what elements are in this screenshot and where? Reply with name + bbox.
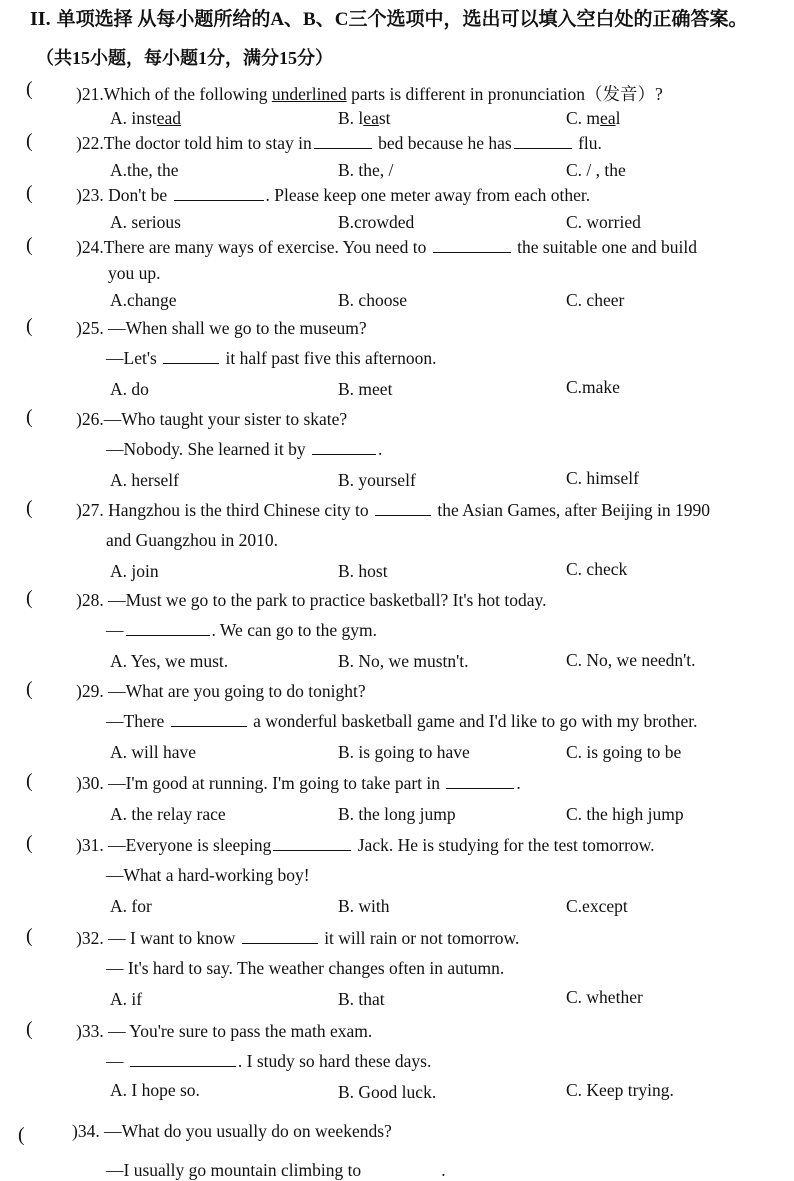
option-c: C. the high jump	[566, 804, 684, 824]
answer-paren[interactable]: (	[26, 130, 33, 152]
answer-paren[interactable]: (	[26, 678, 33, 700]
option-b: B.crowded	[338, 212, 415, 232]
option-c: C. No, we needn't.	[566, 650, 696, 670]
section-number: II.	[30, 8, 51, 30]
question-stem: )32. — I want to know it will rain or not tomorrow.	[76, 928, 520, 948]
dialogue-line: —I usually go mountain climbing to .	[106, 1160, 446, 1180]
question-stem-continued: you up.	[108, 263, 161, 283]
option-a: A. I hope so.	[110, 1080, 200, 1100]
dialogue-line: — . I study so hard these days.	[106, 1051, 432, 1071]
answer-blank[interactable]	[375, 500, 431, 516]
answer-blank[interactable]	[363, 1160, 439, 1176]
option-b: B. No, we mustn't.	[338, 651, 469, 671]
question-stem: )22.The doctor told him to stay in bed because he has flu.	[76, 133, 602, 153]
dialogue-line: — . We can go to the gym.	[106, 620, 377, 640]
question-stem: )34. —What do you usually do on weekends?	[72, 1121, 392, 1141]
answer-blank[interactable]	[242, 928, 318, 944]
dialogue-line: —Nobody. She learned it by .	[106, 439, 383, 459]
answer-blank[interactable]	[126, 620, 210, 636]
option-c: C. check	[566, 559, 628, 579]
option-a: A. herself	[110, 470, 180, 490]
question-stem	[76, 81, 663, 106]
question-stem: )33. — You're sure to pass the math exam.	[76, 1021, 373, 1041]
option-b: B. is going to have	[338, 742, 470, 762]
question-stem: )24.There are many ways of exercise. You need to the suitable one and build	[76, 237, 697, 257]
answer-blank[interactable]	[446, 773, 514, 789]
option-c: C. is going to be	[566, 742, 682, 762]
dialogue-line: —What a hard-working boy!	[106, 865, 310, 885]
answer-blank[interactable]	[314, 133, 372, 149]
answer-blank[interactable]	[433, 237, 511, 253]
answer-paren[interactable]: (	[26, 406, 33, 428]
option-a: A. serious	[110, 212, 181, 232]
answer-paren[interactable]: (	[26, 234, 33, 256]
option-a: A. the relay race	[110, 804, 226, 824]
answer-paren[interactable]: (	[26, 1018, 33, 1040]
option-b: B. choose	[338, 290, 408, 310]
question-stem: )28. —Must we go to the park to practice basketball? It's hot today.	[76, 590, 547, 610]
answer-paren[interactable]: (	[26, 78, 33, 100]
option-a: A. instead	[110, 108, 181, 128]
question-stem: )25. —When shall we go to the museum?	[76, 318, 367, 338]
option-c: C. whether	[566, 987, 643, 1007]
answer-paren[interactable]: (	[26, 315, 33, 337]
option-a: A. if	[110, 989, 143, 1009]
option-c: C.make	[566, 377, 620, 397]
answer-paren[interactable]: (	[26, 587, 33, 609]
answer-blank[interactable]	[312, 439, 376, 455]
question-stem: )27. Hangzhou is the third Chinese city to the Asian Games, after Beijing in 1990	[76, 500, 710, 520]
section-title: 单项选择 从每小题所给的A、B、C三个选项中，选出可以填入空白处的正确答案。	[56, 9, 748, 30]
option-a: A. Yes, we must.	[110, 651, 229, 671]
question-stem-continued: and Guangzhou in 2010.	[106, 530, 279, 550]
stem-text: )21.Which of the following	[76, 84, 272, 104]
option-a: A. join	[110, 561, 159, 581]
answer-blank[interactable]	[514, 133, 572, 149]
section-subtitle: （共15小题，每小题1分，满分15分）	[36, 48, 333, 68]
option-b: B. yourself	[338, 470, 416, 490]
section-header	[30, 6, 747, 33]
option-b: B. Good luck.	[338, 1082, 437, 1102]
answer-blank[interactable]	[273, 835, 351, 851]
option-a: A.the, the	[110, 160, 179, 180]
option-c: C. himself	[566, 468, 639, 488]
answer-paren[interactable]: (	[26, 770, 33, 792]
answer-paren[interactable]: (	[26, 182, 33, 204]
answer-paren[interactable]: (	[18, 1124, 25, 1146]
question-stem: )29. —What are you going to do tonight?	[76, 681, 366, 701]
answer-blank[interactable]	[174, 185, 264, 201]
option-c: C.except	[566, 896, 628, 916]
question-stem: )31. —Everyone is sleeping Jack. He is studying for the test tomorrow.	[76, 835, 655, 855]
question-stem: )30. —I'm good at running. I'm going to take part in .	[76, 773, 521, 793]
option-b: B. meet	[338, 379, 393, 399]
question-stem: )23. Don't be . Please keep one meter away from each other.	[76, 185, 591, 205]
answer-paren[interactable]: (	[26, 925, 33, 947]
dialogue-line: —There a wonderful basketball game and I'd like to go with my brother.	[106, 711, 698, 731]
answer-paren[interactable]: (	[26, 832, 33, 854]
option-b: B. host	[338, 561, 388, 581]
answer-blank[interactable]	[163, 348, 219, 364]
option-a: A. will have	[110, 742, 197, 762]
dialogue-line: —Let's it half past five this afternoon.	[106, 348, 437, 368]
question-stem: )26.—Who taught your sister to skate?	[76, 409, 348, 429]
stem-text: parts is different in pronunciation（发音）?	[346, 84, 663, 104]
option-a: A. for	[110, 896, 152, 916]
option-b: B. with	[338, 896, 390, 916]
option-b: B. the long jump	[338, 804, 456, 824]
option-b: B. that	[338, 989, 385, 1009]
option-c: C. / , the	[566, 160, 626, 180]
option-c: C. meal	[566, 108, 621, 128]
option-c: C. Keep trying.	[566, 1080, 674, 1100]
option-b: B. least	[338, 108, 391, 128]
option-b: B. the, /	[338, 160, 394, 180]
option-c: C. cheer	[566, 290, 625, 310]
dialogue-line: — It's hard to say. The weather changes often in autumn.	[106, 958, 505, 978]
answer-blank[interactable]	[130, 1051, 236, 1067]
stem-underlined-word: underlined	[271, 84, 347, 104]
option-a: A. do	[110, 379, 149, 399]
answer-paren[interactable]: (	[26, 497, 33, 519]
option-a: A.change	[110, 290, 177, 310]
answer-blank[interactable]	[171, 711, 247, 727]
option-c: C. worried	[566, 212, 641, 232]
